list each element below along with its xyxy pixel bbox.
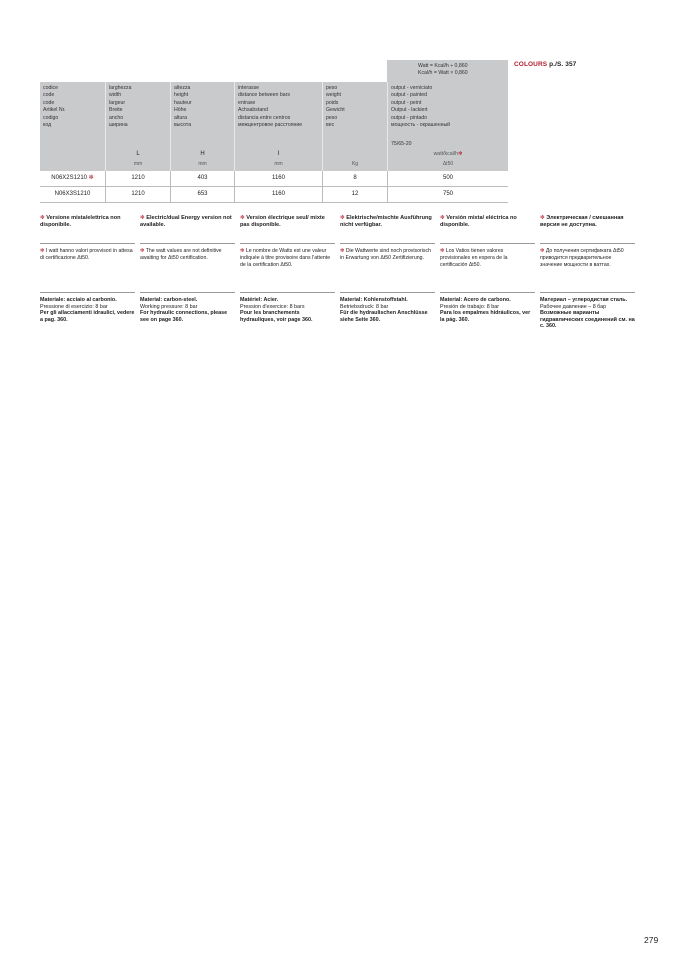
spec-col-code (40, 82, 105, 171)
row-output: 750 (442, 191, 453, 197)
star-icon: ✻ (140, 215, 145, 221)
divider (440, 292, 535, 293)
divider (540, 292, 635, 293)
pressure-text: Presión de trabajo: 8 bar (440, 303, 500, 310)
notes-column-fr (240, 215, 335, 329)
spec-symbol: L (136, 151, 140, 157)
connections-text: Für die hydraulischen Anschlüsse siehe Seite 360. (340, 310, 428, 323)
row-distance: 1160 (272, 175, 285, 181)
row-weight: 8 (353, 175, 357, 181)
note-material (440, 297, 535, 329)
note-text: Versión mixta/ eléctrica no disponible. (440, 215, 517, 229)
note-watt (140, 248, 235, 292)
star-icon: ✻ (40, 248, 45, 254)
material-text: Material: carbon-steel. (140, 297, 198, 303)
pressure-text: Pressione di esercizio: 8 bar (40, 303, 108, 310)
label: larghezza (109, 85, 132, 91)
watt-conversion-box (387, 60, 508, 82)
label: Breite (109, 107, 123, 114)
notes-column-de (340, 215, 435, 329)
divider (540, 243, 635, 244)
note-availability (540, 215, 635, 243)
notes-column-ru (540, 215, 635, 336)
note-watt (240, 248, 335, 292)
row-code: N06X3S1210 (54, 191, 91, 197)
note-watt (40, 248, 135, 292)
note-text: Los Vatios tienen valores provisionales en espera de la certificación Δt50. (440, 248, 508, 268)
pressure-text: Pression d'exercice: 8 bars (240, 303, 305, 310)
row-output: 500 (442, 175, 453, 181)
table-row (40, 171, 508, 187)
pressure-text: Working pressure: 8 bar (140, 303, 198, 310)
star-icon: ✻ (240, 215, 245, 221)
note-availability (440, 215, 535, 243)
star-icon: ✻ (458, 151, 463, 157)
colours-page-ref: p./S. 357 (549, 61, 577, 68)
material-text: Matériel: Acier. (240, 297, 279, 303)
watt-conversion-line: Watt = Kcal/h ÷ 0,860 (418, 63, 468, 69)
label: altezza (174, 85, 191, 91)
label: entraxe (238, 99, 256, 106)
note-text: До получения сертификата Δt50 приводится предварительное значение мощности в ваттах. (540, 248, 624, 268)
divider (140, 243, 235, 244)
label: мощность - окрашенный (391, 122, 451, 129)
label: Output - lackiert (391, 107, 428, 114)
spec-col-labels (326, 85, 345, 129)
label: Gewicht (326, 107, 345, 114)
material-text: Materiale: acciaio al carbonio. (40, 297, 117, 303)
star-icon: ✻ (340, 248, 345, 254)
label: peso (326, 114, 338, 121)
note-text: The watt values are not definitive awaiting for Δt50 certification. (140, 248, 222, 261)
divider (240, 243, 335, 244)
spec-output-units (388, 151, 508, 157)
spec-unit: mm (198, 161, 207, 167)
star-icon: ✻ (88, 175, 94, 181)
spec-unit: Kg (351, 161, 359, 167)
row-distance: 1160 (272, 191, 285, 197)
notes-column-it (40, 215, 135, 329)
note-availability (40, 215, 135, 243)
spec-col-labels (109, 85, 132, 129)
star-icon: ✻ (140, 248, 145, 254)
note-availability (240, 215, 335, 243)
label: межцентровое расстояние (238, 122, 303, 129)
note-material (340, 297, 435, 329)
notes-column-en (140, 215, 235, 329)
divider (140, 292, 235, 293)
note-text: Le nombre de Watts est une valeur indiquée à titre provisoire dans l'attente de la certification Δt50. (240, 248, 331, 268)
page-number: 279 (644, 935, 659, 945)
colours-reference (514, 61, 576, 68)
label: interasse (238, 85, 260, 91)
row-weight: 12 (351, 191, 359, 197)
label: code (43, 99, 55, 106)
note-text: Электрическая / смешанная версия не доступна. (540, 215, 624, 229)
label: высота (174, 122, 192, 129)
star-icon: ✻ (440, 215, 445, 221)
label: вес (326, 122, 335, 129)
star-icon: ✻ (540, 215, 545, 221)
spec-col-labels (43, 85, 65, 129)
label: largeur (109, 99, 126, 106)
spec-header (40, 82, 508, 171)
label: code (43, 92, 55, 99)
spec-col-distance (235, 82, 322, 171)
label: width (109, 92, 122, 99)
spec-col-height (171, 82, 234, 171)
note-watt (540, 248, 635, 292)
row-height: 653 (197, 191, 208, 197)
label: peso (326, 85, 338, 91)
divider (40, 292, 135, 293)
label: hauteur (174, 99, 192, 106)
label: height (174, 92, 189, 99)
spec-col-labels (174, 85, 192, 129)
label: distancia entre centros (238, 114, 291, 121)
row-code (40, 171, 105, 187)
star-icon: ✻ (540, 248, 545, 254)
spec-unit: Δt50 (442, 161, 454, 167)
spec-temp-condition: 75/65-20 (391, 141, 412, 147)
connections-text: For hydraulic connections, please see on page 360. (140, 310, 228, 323)
material-text: Материал – углеродистая сталь. (540, 297, 628, 303)
note-text: Versione mista/elettrica non disponibile. (40, 215, 121, 229)
spec-symbol: H (200, 151, 205, 157)
note-text: Electric/dual Energy version not available. (140, 215, 232, 229)
watt-conversion-line: Kcal/h = Watt × 0,860 (418, 70, 468, 76)
connections-text: Возможные варианты гидравлических соединений см. на с. 360. (540, 310, 635, 330)
table-row (40, 187, 508, 203)
pressure-text: Betriebsdruck: 8 bar (340, 303, 389, 310)
connections-text: Per gli allacciamenti idraulici, vedere a pag. 360. (40, 310, 135, 323)
label: output - verniciato (391, 85, 433, 91)
note-text: Elektrische/mischte Ausführung nicht verfügbar. (340, 215, 432, 229)
label: poids (326, 99, 339, 106)
label: Achsabstand (238, 107, 268, 114)
material-text: Material: Acero de carbono. (440, 297, 511, 303)
label: ancho (109, 114, 124, 121)
star-icon: ✻ (440, 248, 445, 254)
divider (240, 292, 335, 293)
label: weight (326, 92, 341, 99)
output-unit-label: watt/kcal/h (433, 151, 459, 157)
note-availability (140, 215, 235, 243)
note-availability (340, 215, 435, 243)
spec-unit: mm (133, 161, 143, 167)
spec-col-labels (391, 85, 450, 129)
colours-label: COLOURS (514, 61, 548, 68)
label: output - pintado (391, 114, 428, 121)
note-text: Die Wattwerte sind noch provisorisch in Erwartung von Δt50 Zertifizierung. (340, 248, 431, 261)
star-icon: ✻ (240, 248, 245, 254)
spec-col-weight (323, 82, 387, 171)
note-text: Version électrique seul/ mixte pas disponible. (240, 215, 325, 229)
label: altura (174, 114, 187, 121)
label: output - peint (391, 99, 422, 106)
divider (340, 243, 435, 244)
divider (340, 292, 435, 293)
note-material (540, 297, 635, 336)
label: codigo (43, 114, 59, 121)
note-material (40, 297, 135, 329)
label: Höhe (174, 107, 187, 114)
divider (40, 243, 135, 244)
star-icon: ✻ (340, 215, 345, 221)
code-text: N06X2S1210 (51, 175, 87, 181)
label: codice (43, 85, 58, 91)
row-width: 1210 (131, 175, 145, 181)
note-material (240, 297, 335, 329)
label: код (43, 122, 52, 129)
connections-text: Pour les branchements hydrauliques, voir page 360. (240, 310, 313, 323)
spec-unit: mm (274, 161, 283, 167)
product-table (40, 171, 508, 203)
spec-col-output (388, 82, 508, 171)
star-icon: ✻ (40, 215, 45, 221)
row-height: 403 (197, 175, 208, 181)
spec-symbol: I (277, 151, 280, 157)
label: distance between bars (238, 92, 290, 99)
divider (440, 243, 535, 244)
label: ширина (109, 122, 128, 129)
note-text: I watt hanno valori provvisori in attesa di certificazione Δt50. (40, 248, 133, 261)
pressure-text: Рабочее давление – 8 бар (540, 303, 607, 310)
notes-column-es (440, 215, 535, 329)
note-watt (340, 248, 435, 292)
note-watt (440, 248, 535, 292)
material-text: Material: Kohlenstoffstahl. (340, 297, 408, 303)
spec-col-labels (238, 85, 302, 129)
label: output - painted (391, 92, 428, 99)
row-width: 1210 (131, 191, 145, 197)
connections-text: Para los empalmes hidráulicos, ver la pág. 360. (440, 310, 531, 323)
label: Artikel Nr. (43, 107, 66, 114)
note-material (140, 297, 235, 329)
spec-col-width (106, 82, 170, 171)
